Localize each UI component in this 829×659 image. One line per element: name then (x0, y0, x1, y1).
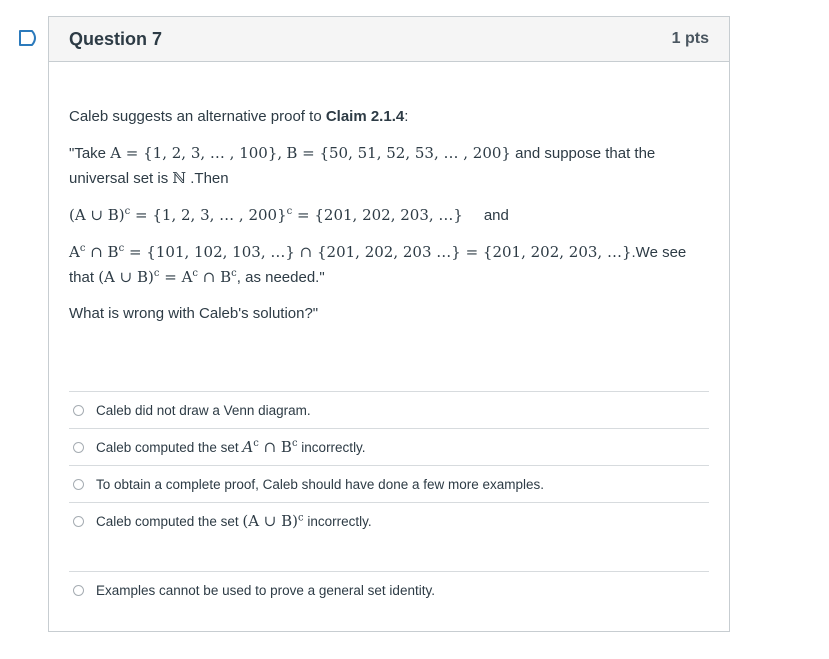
universal-prefix: universal set is (69, 170, 173, 187)
radio-button[interactable] (73, 585, 84, 596)
union-lhs: (A ∪ B) (69, 206, 125, 224)
claim-reference: Claim 2.1.4 (325, 108, 405, 125)
universal-suffix: .Then (186, 170, 229, 187)
that-mid2: ∩ B (198, 268, 232, 286)
answer-list (69, 391, 709, 608)
intersection-paragraph (69, 240, 709, 290)
complement-sup: c (79, 243, 86, 254)
complement-sup: c (124, 206, 131, 217)
answer-label: Caleb computed the set $A^c$ ∩ $B^c$ incorrectly. (96, 438, 366, 456)
question-prompt: What is wrong with Caleb's solution?" (69, 305, 319, 322)
take-prefix: "Take (69, 145, 111, 162)
intro-suffix: : (404, 108, 409, 125)
intersection-rhs: = {101, 102, 103, …} ∩ {201, 202, 203 …} = {201, 202, 203, …} (124, 243, 632, 261)
union-complement-line (69, 203, 709, 228)
radio-button[interactable] (73, 442, 84, 453)
take-paragraph (69, 141, 709, 191)
intro-paragraph (69, 105, 709, 129)
that-mid: = A (159, 268, 193, 286)
answer-option[interactable] (69, 428, 709, 465)
take-suffix: and suppose that the (510, 145, 656, 162)
question-card (48, 16, 730, 632)
union-rhs: = {1, 2, 3, … , 200} (130, 206, 287, 224)
we-see-text: .We see (631, 244, 687, 261)
question-body (49, 105, 729, 326)
answer-label: Examples cannot be used to prove a general set identity. (96, 582, 435, 598)
answer-option[interactable] (69, 571, 709, 608)
question-title: Question 7 (69, 28, 163, 49)
complement-sup: c (118, 243, 125, 254)
union-result: = {201, 202, 203, …} (292, 206, 463, 224)
complement-sup: c (192, 268, 199, 279)
complement-sup: c (153, 268, 160, 279)
set-b-definition: B = {50, 51, 52, 53, … , 200} (286, 144, 511, 162)
intersection-b: ∩ B (85, 243, 119, 261)
that-lhs: (A ∪ B) (98, 268, 154, 286)
answer-option[interactable] (69, 391, 709, 428)
question-points: 1 pts (671, 30, 709, 47)
radio-button[interactable] (73, 405, 84, 416)
answer-label: Caleb computed the set (A ∪ B)$^c$ incorrectly. (96, 512, 372, 530)
radio-button[interactable] (73, 479, 84, 490)
and-word: and (483, 207, 509, 224)
complement-sup: c (286, 206, 293, 217)
radio-button[interactable] (73, 516, 84, 527)
intersection-a: A (69, 243, 80, 261)
flag-question-icon[interactable] (18, 29, 40, 47)
answer-option[interactable] (69, 465, 709, 502)
answer-option[interactable] (69, 502, 709, 539)
that-suffix: , as needed." (236, 269, 325, 286)
question-header (49, 17, 729, 62)
intro-prefix: Caleb suggests an alternative proof to (69, 108, 326, 125)
answer-label: To obtain a complete proof, Caleb should have done a few more examples. (96, 476, 545, 492)
set-a-definition: A = {1, 2, 3, … , 100}, (110, 144, 283, 162)
naturals-symbol: ℕ (172, 169, 187, 187)
answer-label: Caleb did not draw a Venn diagram. (96, 402, 311, 418)
complement-sup: c (231, 268, 237, 279)
that-prefix: that (69, 269, 99, 286)
